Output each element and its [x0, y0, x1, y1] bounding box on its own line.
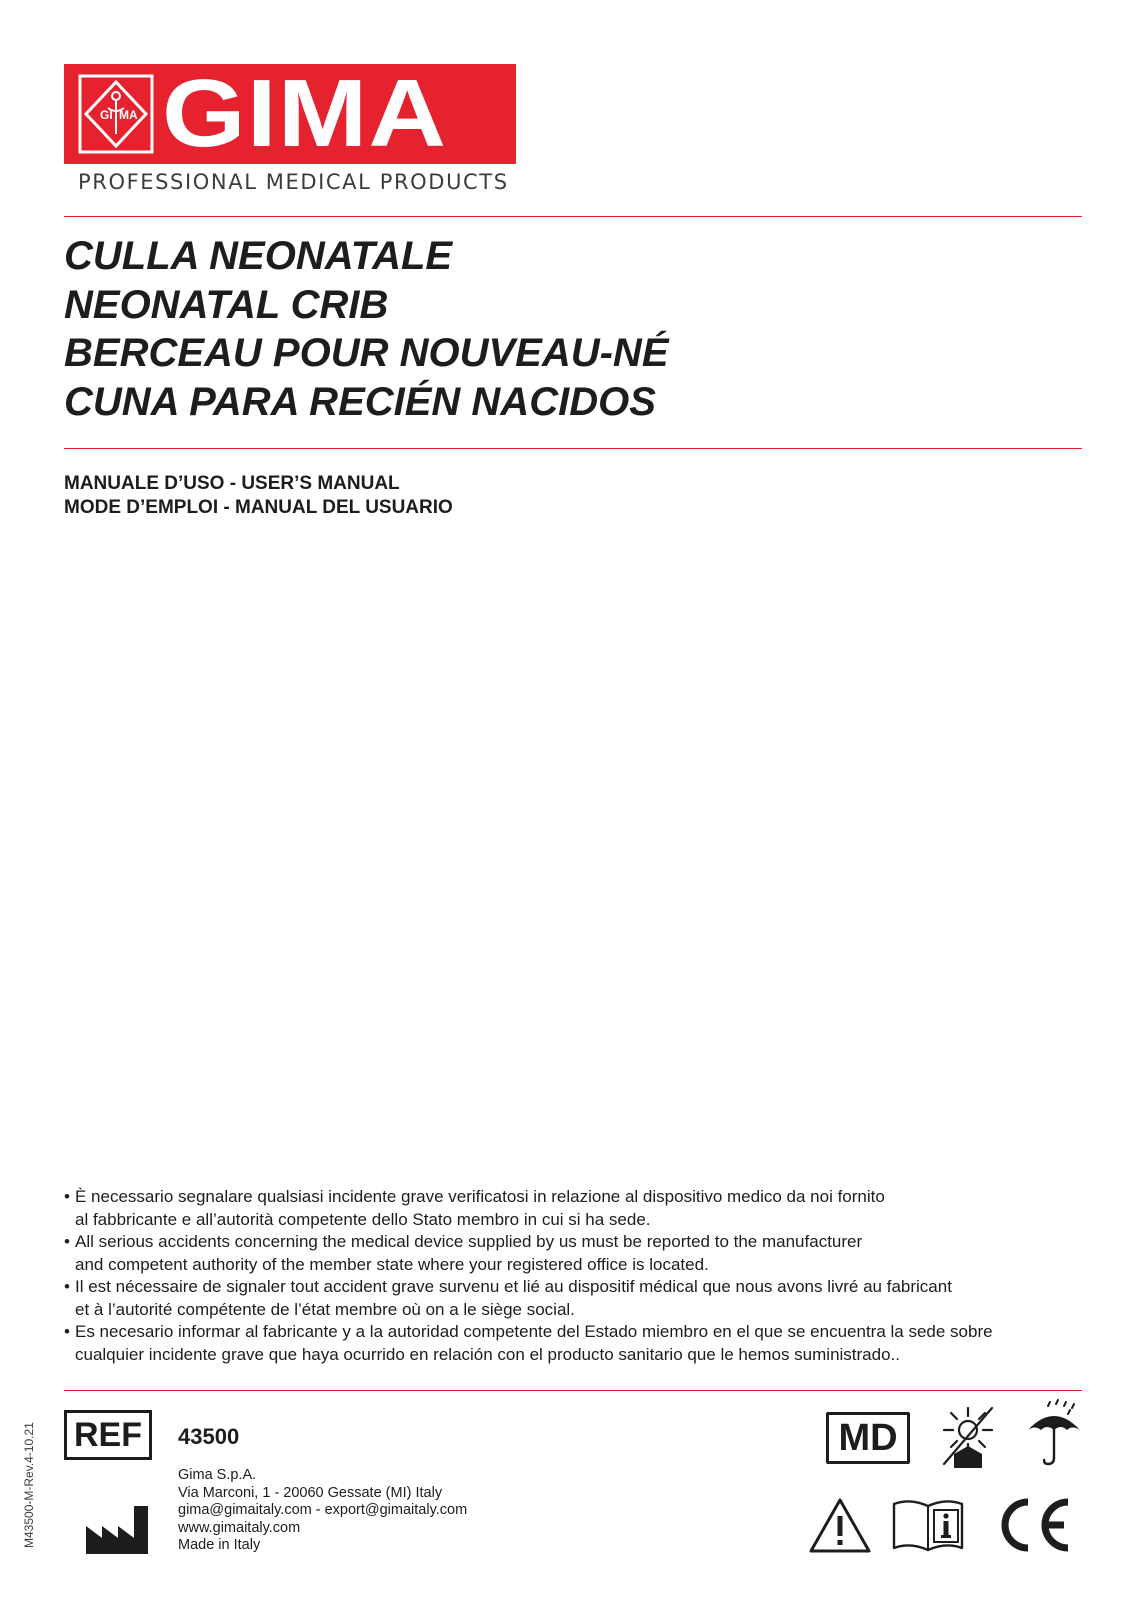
note-line: cualquier incidente grave que haya ocurrido en relación con el producto sanitario que le hemos suministrado.. [75, 1344, 900, 1364]
title-fr: BERCEAU POUR NOUVEAU-NÉ [64, 331, 669, 375]
keep-away-from-sunlight-icon [934, 1404, 1002, 1470]
ce-mark-icon [990, 1498, 1072, 1552]
logo-wordmark: GIMA [162, 60, 448, 167]
divider-top [64, 216, 1082, 217]
caution-icon [808, 1496, 872, 1554]
title-it: CULLA NEONATALE [64, 234, 453, 278]
title-en: NEONATAL CRIB [64, 282, 389, 327]
safety-notes [64, 1186, 1084, 1366]
bullet: • [64, 1232, 70, 1251]
note-line: Il est nécessaire de signaler tout accident grave survenu et lié au dispositif médical que nous avons livré au fabricant [75, 1277, 952, 1296]
note-line: and competent authority of the member state where your registered office is located. [75, 1254, 709, 1274]
subtitle-block [64, 472, 453, 520]
gima-emblem-icon [78, 74, 154, 154]
address-street: Via Marconi, 1 - 20060 Gessate (MI) Italy [178, 1484, 443, 1501]
note-line: al fabbricante e all’autorità competente dello Stato membro in cui si ha sede. [75, 1209, 651, 1229]
consult-instructions-icon [890, 1496, 966, 1552]
address-website: www.gimaitaly.com [178, 1519, 301, 1536]
divider-title [64, 448, 1082, 449]
note-line: et à l’autorité compétente de l’état membre où on a le siège social. [75, 1299, 575, 1319]
note-line: È necessario segnalare qualsiasi incidente grave verificatosi in relazione al dispositivo medico da noi fornito [75, 1187, 885, 1206]
note-line: All serious accidents concerning the medical device supplied by us must be reported to the manufacturer [75, 1232, 863, 1251]
manufacturer-address [178, 1467, 467, 1555]
bullet: • [64, 1187, 70, 1206]
note-es [64, 1321, 1084, 1366]
ref-symbol: REF [64, 1410, 152, 1460]
address-origin: Made in Italy [178, 1537, 261, 1553]
divider-footer [64, 1390, 1082, 1391]
note-it [64, 1186, 1084, 1231]
keep-dry-icon [1024, 1398, 1084, 1468]
note-en [64, 1231, 1084, 1276]
svg-text:GI: GI [100, 108, 113, 122]
revision-code: M43500-M-Rev.4-10.21 [22, 1422, 36, 1548]
title-es: CUNA PARA RECIÉN NACIDOS [64, 379, 656, 424]
address-email: gima@gimaitaly.com - export@gimaitaly.com [178, 1502, 468, 1518]
svg-text:MA: MA [119, 108, 138, 122]
subtitle-line-2: MODE D’EMPLOI - MANUAL DEL USUARIO [64, 497, 453, 518]
note-line: Es necesario informar al fabricante y a la autoridad competente del Estado miembro en el que se encuentra la sede sobre [75, 1322, 993, 1341]
subtitle-line-1: MANUALE D’USO - USER’S MANUAL [64, 473, 400, 494]
note-fr [64, 1276, 1084, 1321]
logo-tagline: PROFESSIONAL MEDICAL PRODUCTS [78, 170, 509, 194]
ref-number: 43500 [178, 1424, 240, 1449]
bullet: • [64, 1277, 70, 1296]
address-company: Gima S.p.A. [178, 1467, 257, 1483]
title-block [64, 232, 669, 426]
md-symbol: MD [826, 1412, 910, 1464]
bullet: • [64, 1322, 70, 1341]
manufacturer-icon [84, 1500, 156, 1556]
